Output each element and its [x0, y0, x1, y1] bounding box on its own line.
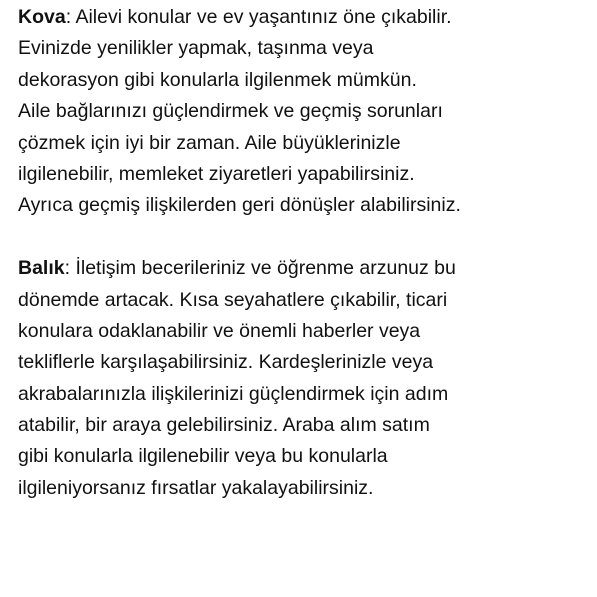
section-text: : İletişim becerileriniz ve öğrenme arzunuz bu: [64, 257, 456, 280]
section-line: atabilir, bir araya gelebilirsiniz. Araba alım satım: [18, 414, 430, 437]
section-line: ilgileniyorsanız fırsatlar yakalayabilirsiniz.: [18, 476, 374, 499]
section-kova: [18, 2, 593, 222]
section-line: [18, 2, 593, 33]
section-balik: [18, 253, 593, 504]
section-line: tekliflerle karşılaşabilirsiniz. Kardeşlerinizle veya: [18, 351, 434, 374]
sign-keyword: Kova: [18, 6, 66, 28]
section-line: dönemde artacak. Kısa seyahatlere çıkabilir, ticari: [18, 288, 448, 311]
section-text: : Ailevi konular ve ev yaşantınız öne çıkabilir.: [65, 6, 452, 28]
paragraph-spacer: [18, 222, 593, 253]
section-line: Ayrıca geçmiş ilişkilerden geri dönüşler alabilirsiniz.: [18, 194, 461, 217]
section-line: ilgilenebilir, memleket ziyaretleri yapabilirsiniz.: [18, 162, 415, 185]
sign-keyword: Balık: [18, 257, 65, 280]
section-line: dekorasyon gibi konularla ilgilenmek mümkün.: [18, 68, 417, 91]
horoscope-document: [18, 2, 593, 504]
section-line: [18, 253, 593, 284]
section-line: akrabalarınızla ilişkilerinizi güçlendirmek için adım: [18, 382, 449, 405]
section-line: konulara odaklanabilir ve önemli haberler veya: [18, 319, 421, 342]
section-line: Evinizde yenilikler yapmak, taşınma veya: [18, 37, 374, 60]
section-line: gibi konularla ilgilenebilir veya bu konularla: [18, 445, 388, 468]
section-line: çözmek için iyi bir zaman. Aile büyüklerinizle: [18, 131, 401, 154]
section-line: Aile bağlarınızı güçlendirmek ve geçmiş sorunları: [18, 100, 443, 123]
